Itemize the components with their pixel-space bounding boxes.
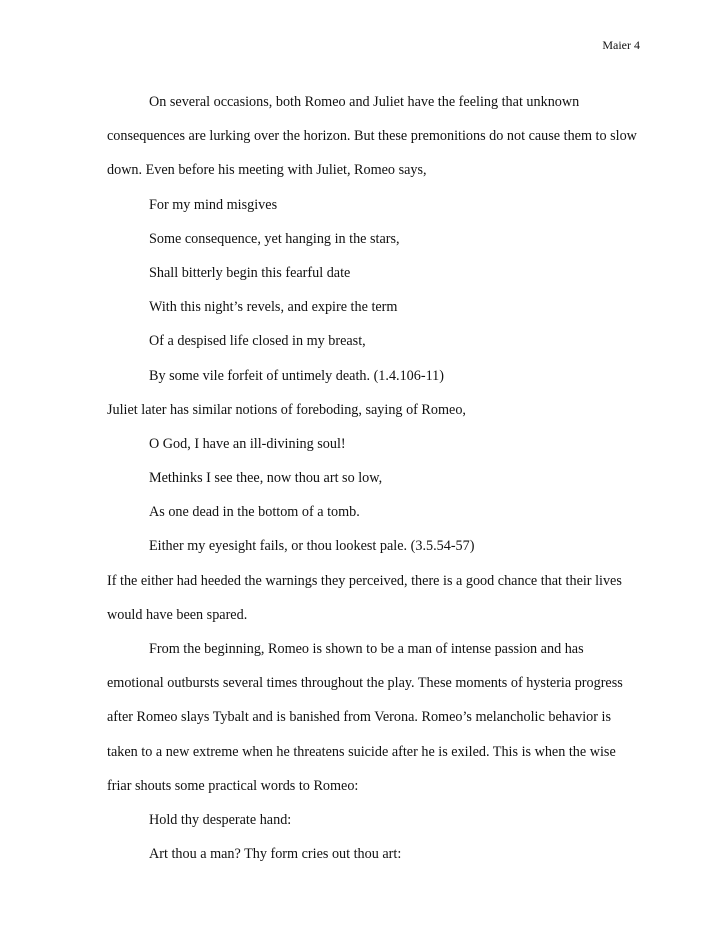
text-line: after Romeo slays Tybalt and is banished from Verona. Romeo’s melancholic behavior is <box>107 709 611 726</box>
text-line: Art thou a man? Thy form cries out thou art: <box>149 846 402 863</box>
text-line: would have been spared. <box>107 606 248 623</box>
text-line: Juliet later has similar notions of foreboding, saying of Romeo, <box>107 401 466 418</box>
text-line: If the either had heeded the warnings they perceived, there is a good chance that their lives <box>107 572 622 589</box>
text-line: Hold thy desperate hand: <box>149 811 292 828</box>
text-line: As one dead in the bottom of a tomb. <box>149 504 360 521</box>
text-line: Either my eyesight fails, or thou lookest pale. (3.5.54-57) <box>149 538 475 555</box>
text-line: On several occasions, both Romeo and Juliet have the feeling that unknown <box>149 94 580 110</box>
text-line: Methinks I see thee, now thou art so low, <box>149 470 383 487</box>
text-line: Of a despised life closed in my breast, <box>149 333 366 350</box>
text-line: By some vile forfeit of untimely death. (1.4.106-11) <box>149 367 444 384</box>
text-line: From the beginning, Romeo is shown to be a man of intense passion and has <box>149 641 584 657</box>
text-line: taken to a new extreme when he threatens suicide after he is exiled. This is when the wise <box>107 743 616 760</box>
text-line: emotional outbursts several times throughout the play. These moments of hysteria progress <box>107 675 623 692</box>
text-line: Shall bitterly begin this fearful date <box>149 264 351 281</box>
text-line: With this night’s revels, and expire the term <box>149 299 398 316</box>
text-line: Some consequence, yet hanging in the stars, <box>149 230 400 247</box>
text-line: down. Even before his meeting with Juliet, Romeo says, <box>107 162 427 179</box>
text-line: For my mind misgives <box>149 196 278 213</box>
text-line: friar shouts some practical words to Romeo: <box>107 777 359 794</box>
text-line: consequences are lurking over the horizon. But these premonitions do not cause them to slow <box>107 128 637 145</box>
document-body <box>107 85 647 871</box>
text-line: O God, I have an ill-divining soul! <box>149 435 346 452</box>
running-head: Maier 4 <box>602 38 640 52</box>
